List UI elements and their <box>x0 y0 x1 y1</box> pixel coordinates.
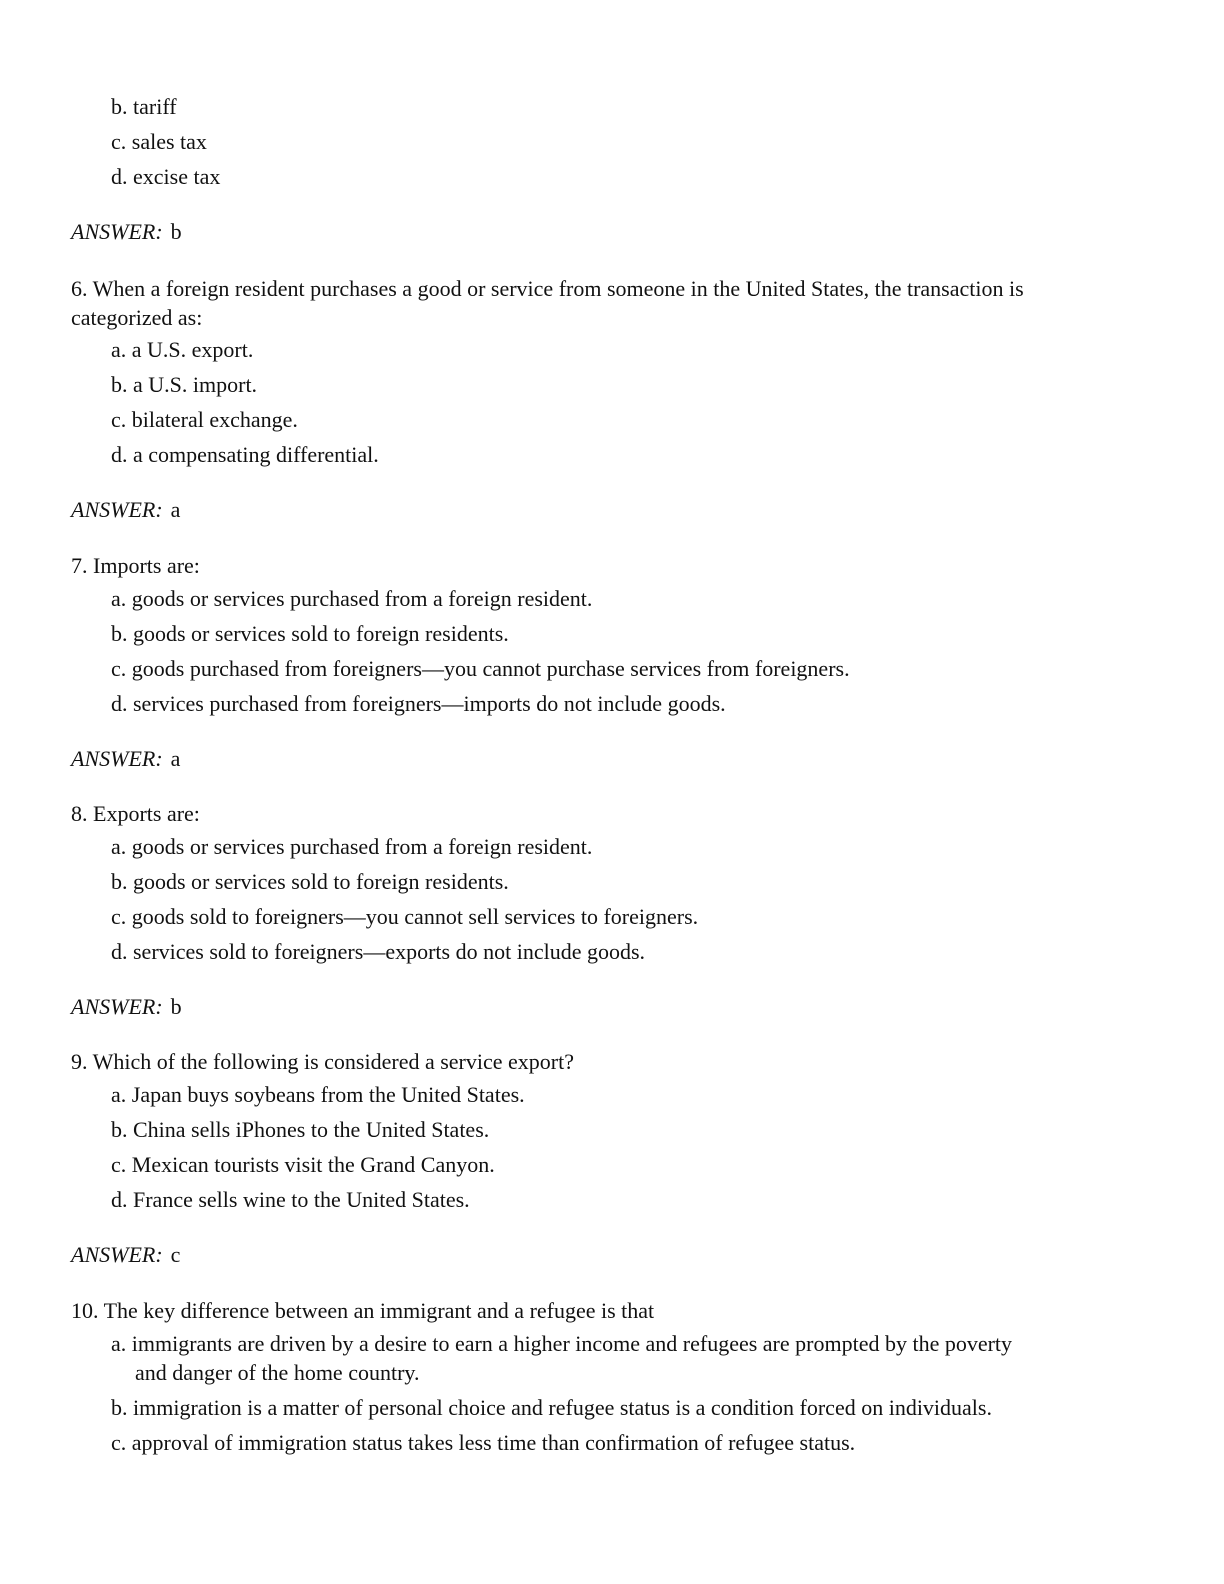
q5-answer <box>71 218 182 246</box>
q6-option-a: a. a U.S. export. <box>111 337 254 362</box>
q5-option-b: b. tariff <box>111 94 177 119</box>
q9-option-c: c. Mexican tourists visit the Grand Canyon. <box>111 1152 495 1177</box>
q10-option-a-line2: and danger of the home country. <box>135 1360 420 1385</box>
q6-option-b: b. a U.S. import. <box>111 372 258 397</box>
q6-stem-line2: categorized as: <box>71 305 203 330</box>
q9-option-a: a. Japan buys soybeans from the United States. <box>111 1082 525 1107</box>
q8-answer <box>71 993 182 1021</box>
q7-stem: 7. Imports are: <box>71 553 200 578</box>
answer-value: a <box>170 497 181 522</box>
q5-option-c: c. sales tax <box>111 129 207 154</box>
q8-option-d: d. services sold to foreigners—exports do not include goods. <box>111 939 646 964</box>
q8-option-c: c. goods sold to foreigners—you cannot sell services to foreigners. <box>111 904 699 929</box>
q9-option-d: d. France sells wine to the United States. <box>111 1187 470 1212</box>
q7-option-b: b. goods or services sold to foreign residents. <box>111 621 509 646</box>
q10-stem: 10. The key difference between an immigrant and a refugee is that <box>71 1298 655 1323</box>
q6-answer <box>71 496 180 524</box>
q7-option-c: c. goods purchased from foreigners—you cannot purchase services from foreigners. <box>111 656 850 681</box>
answer-value: b <box>170 219 182 244</box>
q7-answer <box>71 745 180 773</box>
q6-option-d: d. a compensating differential. <box>111 442 379 467</box>
answer-label: ANSWER: <box>71 219 163 244</box>
q7-option-d: d. services purchased from foreigners—imports do not include goods. <box>111 691 726 716</box>
answer-value: a <box>170 746 181 771</box>
q8-option-b: b. goods or services sold to foreign residents. <box>111 869 509 894</box>
q10-option-a-line1: a. immigrants are driven by a desire to earn a higher income and refugees are prompted by the poverty <box>111 1331 1013 1356</box>
q6-option-c: c. bilateral exchange. <box>111 407 298 432</box>
q8-option-a: a. goods or services purchased from a foreign resident. <box>111 834 593 859</box>
q9-option-b: b. China sells iPhones to the United States. <box>111 1117 490 1142</box>
q10-option-b: b. immigration is a matter of personal choice and refugee status is a condition forced on individuals. <box>111 1395 992 1420</box>
answer-label: ANSWER: <box>71 746 163 771</box>
q8-stem: 8. Exports are: <box>71 801 200 826</box>
q6-stem-line1: 6. When a foreign resident purchases a good or service from someone in the United States, the transaction is <box>71 276 1024 301</box>
answer-label: ANSWER: <box>71 497 163 522</box>
answer-value: c <box>170 1242 181 1267</box>
q5-option-d: d. excise tax <box>111 164 221 189</box>
answer-value: b <box>170 994 182 1019</box>
q9-stem: 9. Which of the following is considered a service export? <box>71 1049 574 1074</box>
answer-label: ANSWER: <box>71 994 163 1019</box>
q9-answer <box>71 1241 180 1269</box>
answer-label: ANSWER: <box>71 1242 163 1267</box>
q10-option-c: c. approval of immigration status takes less time than confirmation of refugee status. <box>111 1430 856 1455</box>
q7-option-a: a. goods or services purchased from a foreign resident. <box>111 586 593 611</box>
